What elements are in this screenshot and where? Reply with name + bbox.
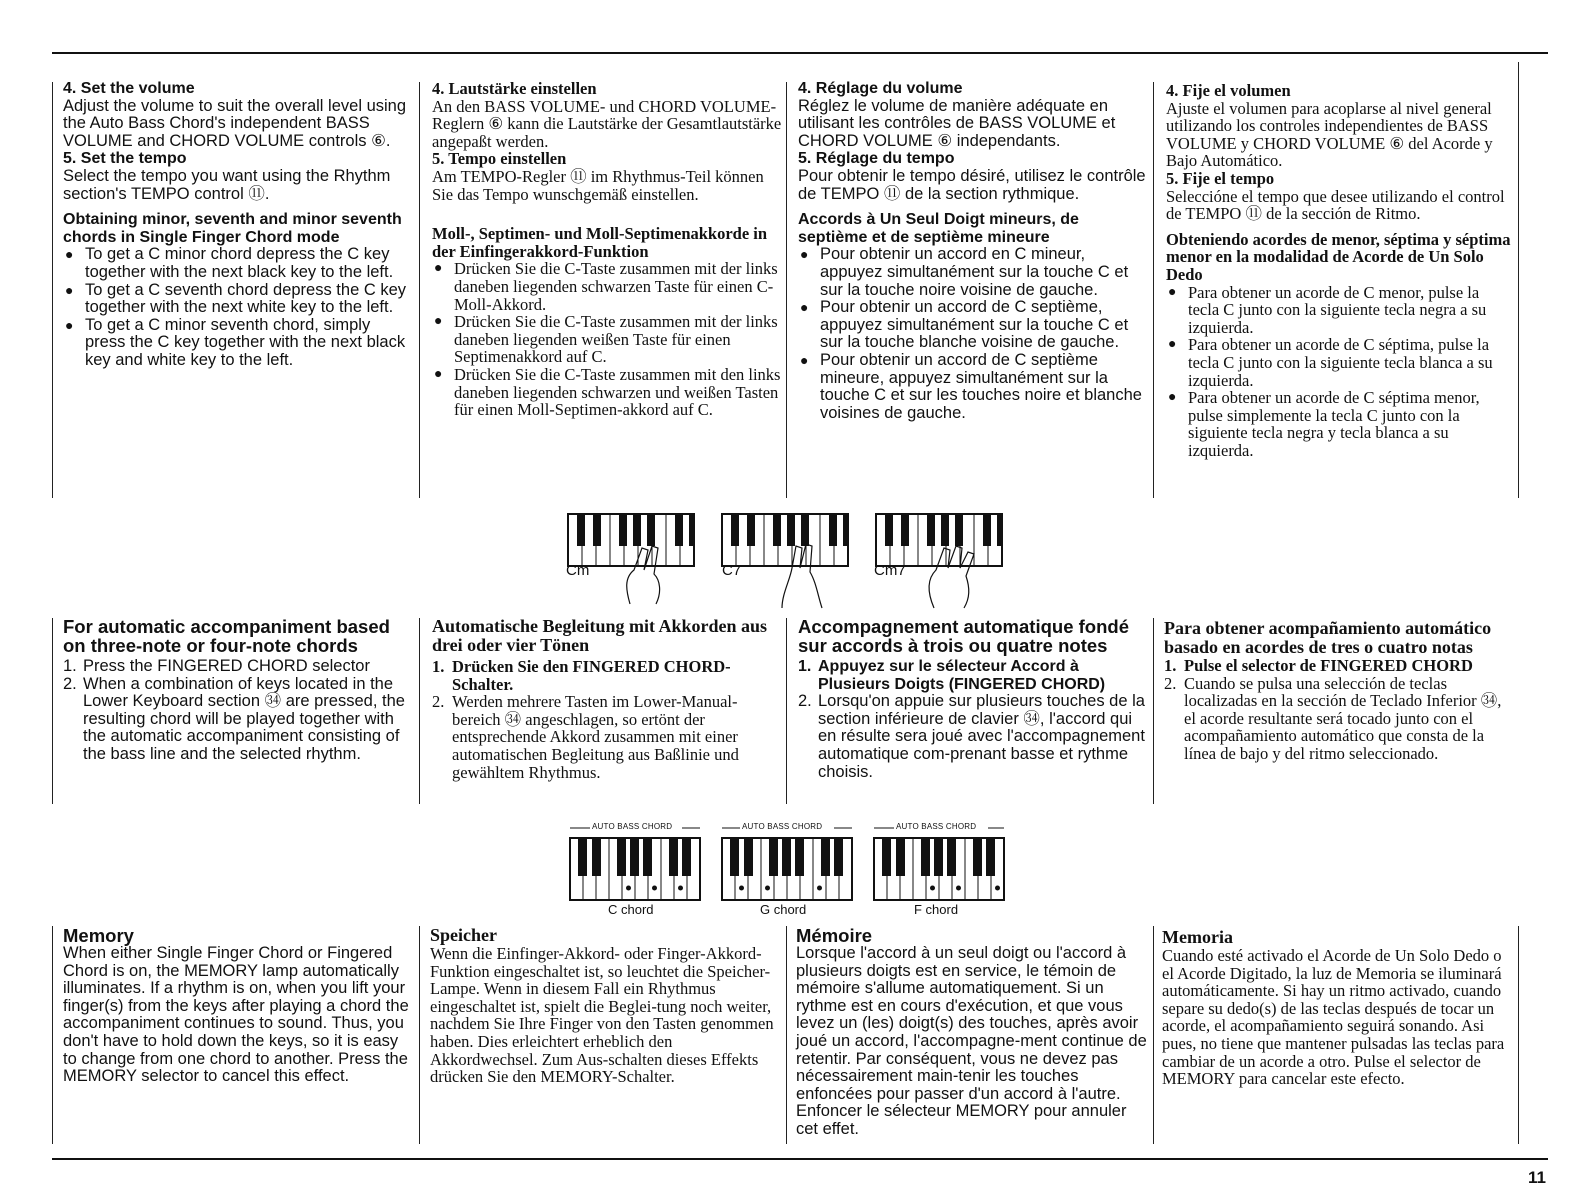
list-item: ● Drücken Sie die C-Taste zusammen mit den links daneben liegenden schwarzen und weißen Tasten für einen Moll-Septimen-akkord auf C. xyxy=(432,366,782,419)
list-item: 1. Press the FINGERED CHORD selector xyxy=(63,657,370,675)
heading-set-volume: 4. Fije el volumen xyxy=(1166,81,1291,100)
minor-chord-list xyxy=(63,246,413,369)
column-divider xyxy=(1153,618,1154,804)
column-divider xyxy=(52,618,53,804)
heading-set-volume: 4. Réglage du volume xyxy=(798,80,963,97)
minor-chord-list xyxy=(1166,284,1512,460)
list-item: ● Pour obtenir un accord de C septième mineure, appuyez simultanément sur la touche C et sur les touches noire et blanche voisines de gauche. xyxy=(798,352,1148,422)
spanish-column-top xyxy=(1166,82,1512,459)
keyboard-f-chord xyxy=(874,838,1004,900)
list-item: ● Para obtener un acorde de C séptima, pulse la tecla C junto con la siguiente tecla blanca a su izquierda. xyxy=(1166,336,1512,389)
keyboard-c-chord xyxy=(570,838,700,900)
list-item: 1. Pulse el selector de FINGERED CHORD xyxy=(1164,656,1473,675)
fingered-chord-steps xyxy=(798,658,1148,781)
auto-bass-chord-label: AUTO BASS CHORD xyxy=(592,822,673,831)
minor-chord-list xyxy=(432,260,782,418)
list-item: ● Para obtener un acorde de C séptima menor, pulse simplemente la tecla C junto con la siguiente tecla negra y tecla blanca a su izquierda. xyxy=(1166,389,1512,459)
chord-label-cm7: Cm7 xyxy=(874,562,906,579)
page-number: 11 xyxy=(1528,1168,1546,1187)
fingered-chord-steps xyxy=(432,658,782,781)
french-column-memory xyxy=(796,926,1148,1139)
bottom-rule xyxy=(52,1158,1548,1160)
column-divider xyxy=(1518,62,1519,498)
keyboard-cm xyxy=(568,514,694,566)
list-item: 2. Lorsqu'on appuie sur plusieurs touches de la section inférieure de clavier ㉞, l'accord qui en résulte sera joué avec l'accompagnement automatique com-prenant basse et rythme choisis. xyxy=(798,692,1145,781)
list-item: 2. When a combination of keys located in the Lower Keyboard section ㉞ are pressed, the resulting chord will be played together with the automatic accompaniment consisting of the bass line and the selected rhythm. xyxy=(63,674,405,763)
auto-bass-chord-label: AUTO BASS CHORD xyxy=(896,822,977,831)
paragraph-memory: When either Single Finger Chord or Fingered Chord is on, the MEMORY lamp automatically illuminates. If a rhythm is on, when you lift your finger(s) from the keys after playing a chord the accompaniment continues to sound. Thus, you don't have to hold down the keys, so it is easy to change from one chord to another. Press the MEMORY selector to cancel this effect. xyxy=(63,944,409,1086)
heading-set-tempo: 5. Fije el tempo xyxy=(1166,168,1275,188)
paragraph-tempo: Select the tempo you want using the Rhythm section's TEMPO control ⑪. xyxy=(63,166,391,203)
heading-minor-chords: Obtaining minor, seventh and minor seventh chords in Single Finger Chord mode xyxy=(63,211,402,246)
list-item: ● Pour obtenir un accord de C septième, appuyez simultanément sur la touche C et sur la touche blanche voisine de gauche. xyxy=(798,299,1148,352)
paragraph-memory: Lorsque l'accord à un seul doigt ou l'accord à plusieurs doigts est en service, le témoin de mémoire s'allume automatiquement. Si un rythme est en cours d'exécution, et que vous levez un (les) doigt(s) des touches, après avoir joué un accord, l'accompagne-ment continue de retentir. Par conséquent, vous ne devez pas nécessairement main-tenir les touches enfoncées pour passer d'un accord à l'autre. Enfoncer le sélecteur MEMORY pour annuler cet effet. xyxy=(796,944,1147,1138)
heading-fingered-chord: Para obtener acompañamiento automático basado en acordes de tres o cuatro notas xyxy=(1164,618,1492,657)
paragraph-volume: Ajuste el volumen para acoplarse al nivel general utilizando los controles independientes de BASS VOLUME y CHORD VOLUME ⑥ del Acorde y Bajo Automático. xyxy=(1166,98,1493,171)
column-divider xyxy=(1518,926,1519,1144)
french-column-fingered xyxy=(798,617,1148,781)
heading-memory: Mémoire xyxy=(796,925,873,946)
heading-fingered-chord: Automatische Begleitung mit Akkorden aus drei oder vier Tönen xyxy=(432,616,768,655)
heading-set-volume: 4. Set the volume xyxy=(63,80,195,97)
paragraph-memory: Cuando esté activado el Acorde de Un Solo Dedo o el Acorde Digitado, la luz de Memoria se iluminará automáticamente. Si hay un ritmo activado, cuando separe su dedo(s) de las teclas después de tocar un acorde, el acompañamiento seguirá sonando. Asi pues, no tiene que mantener pulsadas las teclas para cambiar de un acorde a otro. Pulse el selector de MEMORY para cancelar este efecto. xyxy=(1162,946,1505,1089)
list-item: 2. Werden mehrere Tasten im Lower-Manual-bereich ㉞ angeschlagen, so ertönt der entsprechende Akkord zusammen mit einer automatischen Begleitung aus Baßlinie und gewähltem Rhythmus. xyxy=(432,692,739,782)
column-divider xyxy=(786,926,787,1144)
heading-minor-chords: Moll-, Septimen- und Moll-Septimenakkorde in der Einfingerakkord-Funktion xyxy=(432,224,768,261)
paragraph-tempo: Am TEMPO-Regler ⑪ im Rhythmus-Teil können Sie das Tempo wunschgemäß einstellen. xyxy=(432,166,764,204)
english-column-fingered xyxy=(63,617,413,764)
single-finger-chord-figure xyxy=(560,508,1020,612)
list-item: ● Drücken Sie die C-Taste zusammen mit der links daneben liegenden schwarzen Taste für einen C-Moll-Akkord. xyxy=(432,260,782,313)
english-column-top xyxy=(63,80,413,370)
fingered-chord-steps xyxy=(63,658,413,764)
heading-set-tempo: 5. Réglage du tempo xyxy=(798,150,955,168)
keyboard-cm7 xyxy=(876,514,1002,566)
column-divider xyxy=(786,82,787,498)
paragraph-volume: Adjust the volume to suit the overall level using the Auto Bass Chord's independent BASS VOLUME and CHORD VOLUME controls ⑥. xyxy=(63,96,407,150)
chord-label-c7: C7 xyxy=(722,562,742,579)
keyboard-g-chord xyxy=(722,838,852,900)
spanish-column-memory xyxy=(1162,928,1512,1088)
spanish-column-fingered xyxy=(1164,619,1512,763)
german-column-top xyxy=(432,80,782,419)
heading-minor-chords: Obteniendo acordes de menor, séptima y séptima menor en la modalidad de Acorde de Un Solo Dedo xyxy=(1166,229,1511,284)
german-column-memory xyxy=(430,926,780,1086)
column-divider xyxy=(419,82,420,498)
list-item: ● To get a C seventh chord depress the C key together with the next white key to the left. xyxy=(63,282,413,317)
paragraph-tempo: Seleccióne el tempo que desee utilizando el control de TEMPO ⑪ de la sección de Ritmo. xyxy=(1166,186,1505,224)
keyboard-c7 xyxy=(722,514,848,566)
chord-label-f-chord: F chord xyxy=(914,902,959,917)
minor-chord-list xyxy=(798,246,1148,422)
paragraph-tempo: Pour obtenir le tempo désiré, utilisez le contrôle de TEMPO ⑪ de la section rythmique. xyxy=(798,166,1146,203)
top-rule xyxy=(52,52,1548,54)
heading-memory: Memoria xyxy=(1162,927,1233,947)
column-divider xyxy=(419,618,420,804)
heading-memory: Speicher xyxy=(430,925,497,945)
list-item: ● To get a C minor chord depress the C key together with the next black key to the left. xyxy=(63,246,413,281)
list-item: ● To get a C minor seventh chord, simply press the C key together with the next black key and white key to the left. xyxy=(63,317,413,370)
heading-set-tempo: 5. Set the tempo xyxy=(63,150,187,168)
german-column-fingered xyxy=(432,617,782,781)
list-item: ● Para obtener un acorde de C menor, pulse la tecla C junto con la siguiente tecla negra a su izquierda. xyxy=(1166,284,1512,337)
chord-label-g-chord: G chord xyxy=(760,902,807,917)
list-item: 1. Drücken Sie den FINGERED CHORD-Schalter. xyxy=(432,657,731,694)
paragraph-memory: Wenn die Einfinger-Akkord- oder Finger-Akkord-Funktion eingeschaltet ist, so leuchtet die Speicher-Lampe. Wenn in diesem Fall ein Rhythmus eingeschaltet ist, spielt die Beglei-tung noch weiter, nachdem Sie Ihre Finger von den Tasten genommen haben. Dies erleichtert erheblich den Akkordwechsel. Zum Aus-schalten dieses Effekts drücken Sie den MEMORY-Schalter. xyxy=(430,944,774,1087)
column-divider xyxy=(1153,926,1154,1144)
heading-set-volume: 4. Lautstärke einstellen xyxy=(432,79,597,98)
paragraph-volume: An den BASS VOLUME- und CHORD VOLUME-Reglern ⑥ kann die Lautstärke der Gesamtlautstärke angepaßt werden. xyxy=(432,96,782,151)
list-item: 2. Cuando se pulsa una selección de teclas localizadas en la sección de Teclado Inferior ㉞, el acorde resultante será tocado junto con el acompañamiento automático que consta de la línea de bajo y del ritmo seleccionado. xyxy=(1164,673,1502,763)
chord-label-c-chord: C chord xyxy=(608,902,654,917)
auto-bass-chord-label: AUTO BASS CHORD xyxy=(742,822,823,831)
list-item: 1. Appuyez sur le sélecteur Accord à Plusieurs Doigts (FINGERED CHORD) xyxy=(798,658,1106,693)
heading-fingered-chord: For automatic accompaniment based on three-note or four-note chords xyxy=(63,616,390,656)
list-item: ● Pour obtenir un accord en C mineur, appuyez simultanément sur la touche C et sur la touche noire voisine de gauche. xyxy=(798,246,1148,299)
column-divider xyxy=(52,82,53,498)
heading-minor-chords: Accords à Un Seul Doigt mineurs, de septième et de septième mineure xyxy=(798,211,1079,246)
column-divider xyxy=(52,926,53,1144)
heading-fingered-chord: Accompagnement automatique fondé sur accords à trois ou quatre notes xyxy=(798,616,1129,656)
column-divider xyxy=(1153,82,1154,498)
fingered-chord-steps xyxy=(1164,657,1512,763)
column-divider xyxy=(419,926,420,1144)
heading-memory: Memory xyxy=(63,925,134,946)
chord-label-cm: Cm xyxy=(566,562,590,579)
list-item: ● Drücken Sie die C-Taste zusammen mit der links daneben liegenden weißen Taste für einen Septimenakkord auf C. xyxy=(432,313,782,366)
french-column-top xyxy=(798,80,1148,422)
english-column-memory xyxy=(63,926,413,1086)
column-divider xyxy=(786,618,787,804)
paragraph-volume: Réglez le volume de manière adéquate en utilisant les contrôles de BASS VOLUME et CHORD VOLUME ⑥ independants. xyxy=(798,96,1116,150)
fingered-chord-figure xyxy=(560,822,1020,906)
heading-set-tempo: 5. Tempo einstellen xyxy=(432,149,567,169)
